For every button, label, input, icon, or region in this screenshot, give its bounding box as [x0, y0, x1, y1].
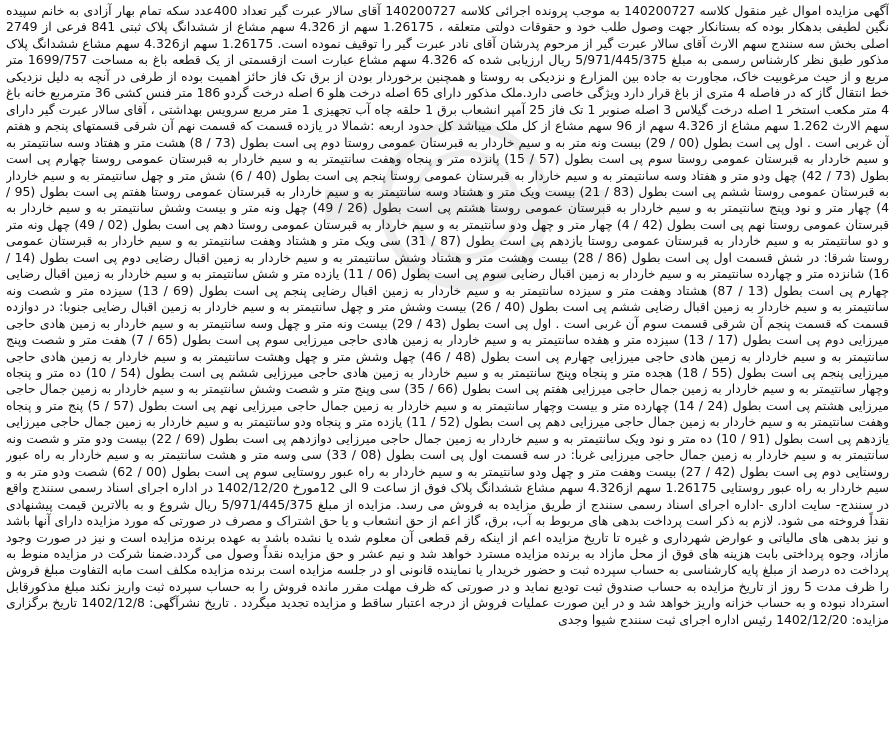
- notice-body-text: آگهی مزایده اموال غیر منقول کلاسه 140200727 به موجب پرونده اجرائی کلاسه 140200727 آقای سالار عبرت گیر تعداد 400عدد سکه تمام بهار آزادی به خانم سپیده نگین لطیفی بدهکار بوده که بستانکار جهت وصول طلب خود و حقوقات دولتی متعلقه ، 1.26175 سهم از 4.326 سهم مشاع از ششدانگ پلاک ثبتی 841 فرعی از 2749 اصلی بخش سه سنندج سهم الارث آقای سالار عبرت گیر از مرحوم پدرشان آقای نادر عبرت گیر را توقیف نموده است. 1.26175 سهم از4.326 سهم مشاع ششدانگ پلاک مذکور طبق نظر کارشناس رسمی به مبلغ 5/971/445/375 ریال ارزیابی شده که 4.326 سهم مشاع عبارت است ازقسمتی از یک قطعه باغ به مساحت 1699/757 متر مربع و از حیث مرغوبیت خاک، مجاورت به جاده بین المزارع و نزدیکی به روستا و همچنین برخوردار بودن از برق تک فاز حائز اهمیت بوده از طرفی در آنچه به دلیل نزدیکی خط انتقال گاز که در فاصله 4 متری از باغ قرار دارد ویژگی خاصی دارد.ملک مذکور دارای 65 اصله درخت هلو 6 اصله درخت گردو 186 متر فنس کشی 36 مترمربع خانه باغ 4 متر مکعب استخر 1 اصله درخت گیلاس 3 اصله صنوبر 1 تک فاز 25 آمپر انشعاب برق 1 حلقه چاه آب تجهیزی 1 متر مربع سرویس بهداشتی ، آقای سالار عبرت گیر دارای سهم الارث 1.262 سهم مشاع از 4.326 سهم از 96 سهم مشاع از کل ملک میباشد کل حدود اربعه :شمالا در یازده قسمت که قسمت نهم آن شرقی قسمتهای پنجم و هفتم آن غربی است . اول پی است بطول (00 / 29) بیست ونه متر به و سیم خاردار به قبرستان عمومی روستا دوم پی است بطول (73 / 8) هشت متر و هفتاد وسه سانتیمتر به و سیم خاردار به قبرستان عمومی روستا سوم پی است بطول (57 / 15) پانزده متر و پنجاه وهفت سانتیمتر به و سیم خاردار به قبرستان عمومی روستا چهارم پی است بطول (73 / 42) چهل ودو متر و هفتاد وسه سانتیمتر به و سیم خاردار به قبرستان عمومی روستا پنجم پی است بطول (40 / 6) شش متر و چهل سانتیمتر به و سیم خاردار به قبرستان عمومی روستا ششم پی است بطول (83 / 21) بیست ویک متر و هشتاد وسه سانتیمتر به و سیم خاردار به قبرستان عمومی روستا هفتم پی است بطول (95 / 4) چهار متر و نود وپنج سانتیمتر به و سیم خاردار به قبرستان عمومی روستا هشتم پی است بطول (26 / 49) چهل ونه متر و بیست وشش سانتیمتر به و سیم خاردار به قبرستان عمومی روستا نهم پی است بطول (42 / 4) چهار متر و چهل ودو سانتیمتر به و سیم خاردار به قبرستان عمومی روستا دهم پی است بطول (02 / 49) چهل ونه متر و دو سانتیمتر به و سیم خاردار به قبرستان عمومی روستا یازدهم پی است بطول (87 / 31) سی ویک متر و هشتاد وهفت سانتیمتر به و سیم خاردار به قبرستان عمومی روستا شرقا: در شش قسمت اول پی است بطول (86 / 28) بیست وهشت متر و هشتاد وشش سانتیمتر به و سیم خاردار به زمین اقبال رضایی دوم پی است بطول (14 / 16) شانزده متر و چهارده سانتیمتر به و سیم خاردار به زمین اقبال رضایی سوم پی است بطول (06 / 11) یازده متر و شش سانتیمتر به و سیم خاردار به زمین اقبال رضایی چهارم پی است بطول (13 / 87) هشتاد وهفت متر و سیزده سانتیمتر به و سیم خاردار به زمین اقبال رضایی پنجم پی است بطول (69 / 13) سیزده متر و شصت ونه سانتیمتر به و سیم خاردار به زمین اقبال رضایی ششم پی است بطول (40 / 26) بیست وشش متر و چهل سانتیمتر به و سیم خاردار به زمین اقبال رضایی جنوبا: در دوازده قسمت که قسمت پنجم آن شرقی قسمت سوم آن غربی است . اول پی است بطول (43 / 29) بیست ونه متر و چهل وسه سانتیمتر به و سیم خاردار به زمین هادی حاجی میرزایی دوم پی است بطول (17 / 13) سیزده متر و هفده سانتیمتر به و سیم خاردار به زمین هادی حاجی میرزایی سوم پی است بطول (65 / 7) هفت متر و شصت وپنج سانتیمتر به و سیم خاردار به زمین هادی حاجی میرزایی چهارم پی است بطول (48 / 46) چهل وشش متر و چهل وهشت سانتیمتر به و سیم خاردار به زمین هادی حاجی میرزایی پنجم پی است بطول (55 / 18) هجده متر و پنجاه وپنج سانتیمتر به و سیم خاردار به زمین هادی حاجی میرزایی ششم پی است بطول (54 / 10) ده متر و پنجاه وچهار سانتیمتر به و سیم خاردار به زمین جمال حاجی میرزایی هفتم پی است بطول (66 / 35) سی وپنج متر و شصت وشش سانتیمتر به و سیم خاردار به زمین جمال حاجی میرزایی هشتم پی است بطول (24 / 14) چهارده متر و بیست وچهار سانتیمتر به و سیم خاردار به زمین جمال حاجی میرزایی نهم پی است بطول (57 / 5) پنج متر و پنجاه وهفت سانتیمتر به و سیم خاردار به زمین جمال حاجی میرزایی دهم پی است بطول (52 / 11) یازده متر و پنجاه ودو سانتیمتر به و سیم خاردار به زمین جمال حاجی میرزایی یازدهم پی است بطول (91 / 10) ده متر و نود ویک سانتیمتر به و سیم خاردار به زمین جمال حاجی میرزایی دوازدهم پی است بطول (69 / 22) بیست ودو متر و شصت ونه سانتیمتر به و سیم خاردار به زمین جمال حاجی میرزایی غربا: در سه قسمت اول پی است بطول (08 / 33) سی وسه متر و هشت سانتیمتر به و سیم خاردار به راه عبور روستایی دوم پی است بطول (42 / 27) بیست وهفت متر و چهل ودو سانتیمتر به و سیم خاردار به راه عبور روستایی سوم پی است بطول (00 / 62) شصت ودو متر به و سیم خاردار به راه عبور روستایی 1.26175 سهم از4.326 سهم مشاع ششدانگ پلاک فوق از ساعت 9 الی 12مورخ 1402/12/20 در اداره اجرای اسناد رسمی سنندج واقع در سنندج- سایت اداری -اداره اجرای اسناد رسمی سنندج از طریق مزایده به فروش می رسد. مزایده از مبلغ 5/971/445/375 ریال شروع و به بالاترین قیمت پیشنهادی نقداً فروخته می شود. لازم به ذکر است پرداخت بدهی های مربوط به آب، برق، گاز اعم از حق انشعاب و یا حق اشتراک و مصرف در صورتی که مورد مزایده دارای آنها باشد و نیز بدهی های مالیاتی و عوارض شهرداری و غیره تا تاریخ مزایده اعم از اینکه رقم قطعی آن معلوم شده یا نشده باشد به عهده برنده مزایده است و نیز در صورت وجود مازاد، وجوه پرداختی بابت هزینه های فوق از محل مازاد به برنده مزایده مسترد خواهد شد و نیم عشر و حق مزایده نقداً وصول می گردد.ضمنا شرکت در مزایده منوط به پرداخت ده درصد از مبلغ پایه کارشناسی به حساب سپرده ثبت و حضور خریدار یا نماینده قانونی او در جلسه مزایده است برنده مزایده مکلف است مابه التفاوت مبلغ فروش را ظرف مدت 5 روز از تاریخ مزایده به حساب صندوق ثبت تودیع نماید و در صورتی که ظرف مهلت مقرر مانده فروش را به حساب سپرده ثبت واریز نکند مبلغ مذکورقابل استرداد نبوده و به حساب خزانه واریز خواهد شد و در این صورت عملیات فروش از درجه اعتبار ساقط و مزایده تجدید میگردد . تاریخ نشرآگهی: 1402/12/8 تاریخ برگزاری مزایده: 1402/12/20 رئیس اداره اجرای ثبت سنندج شیوا وجدی: [6, 3, 889, 627]
- auction-notice: [6, 3, 889, 728]
